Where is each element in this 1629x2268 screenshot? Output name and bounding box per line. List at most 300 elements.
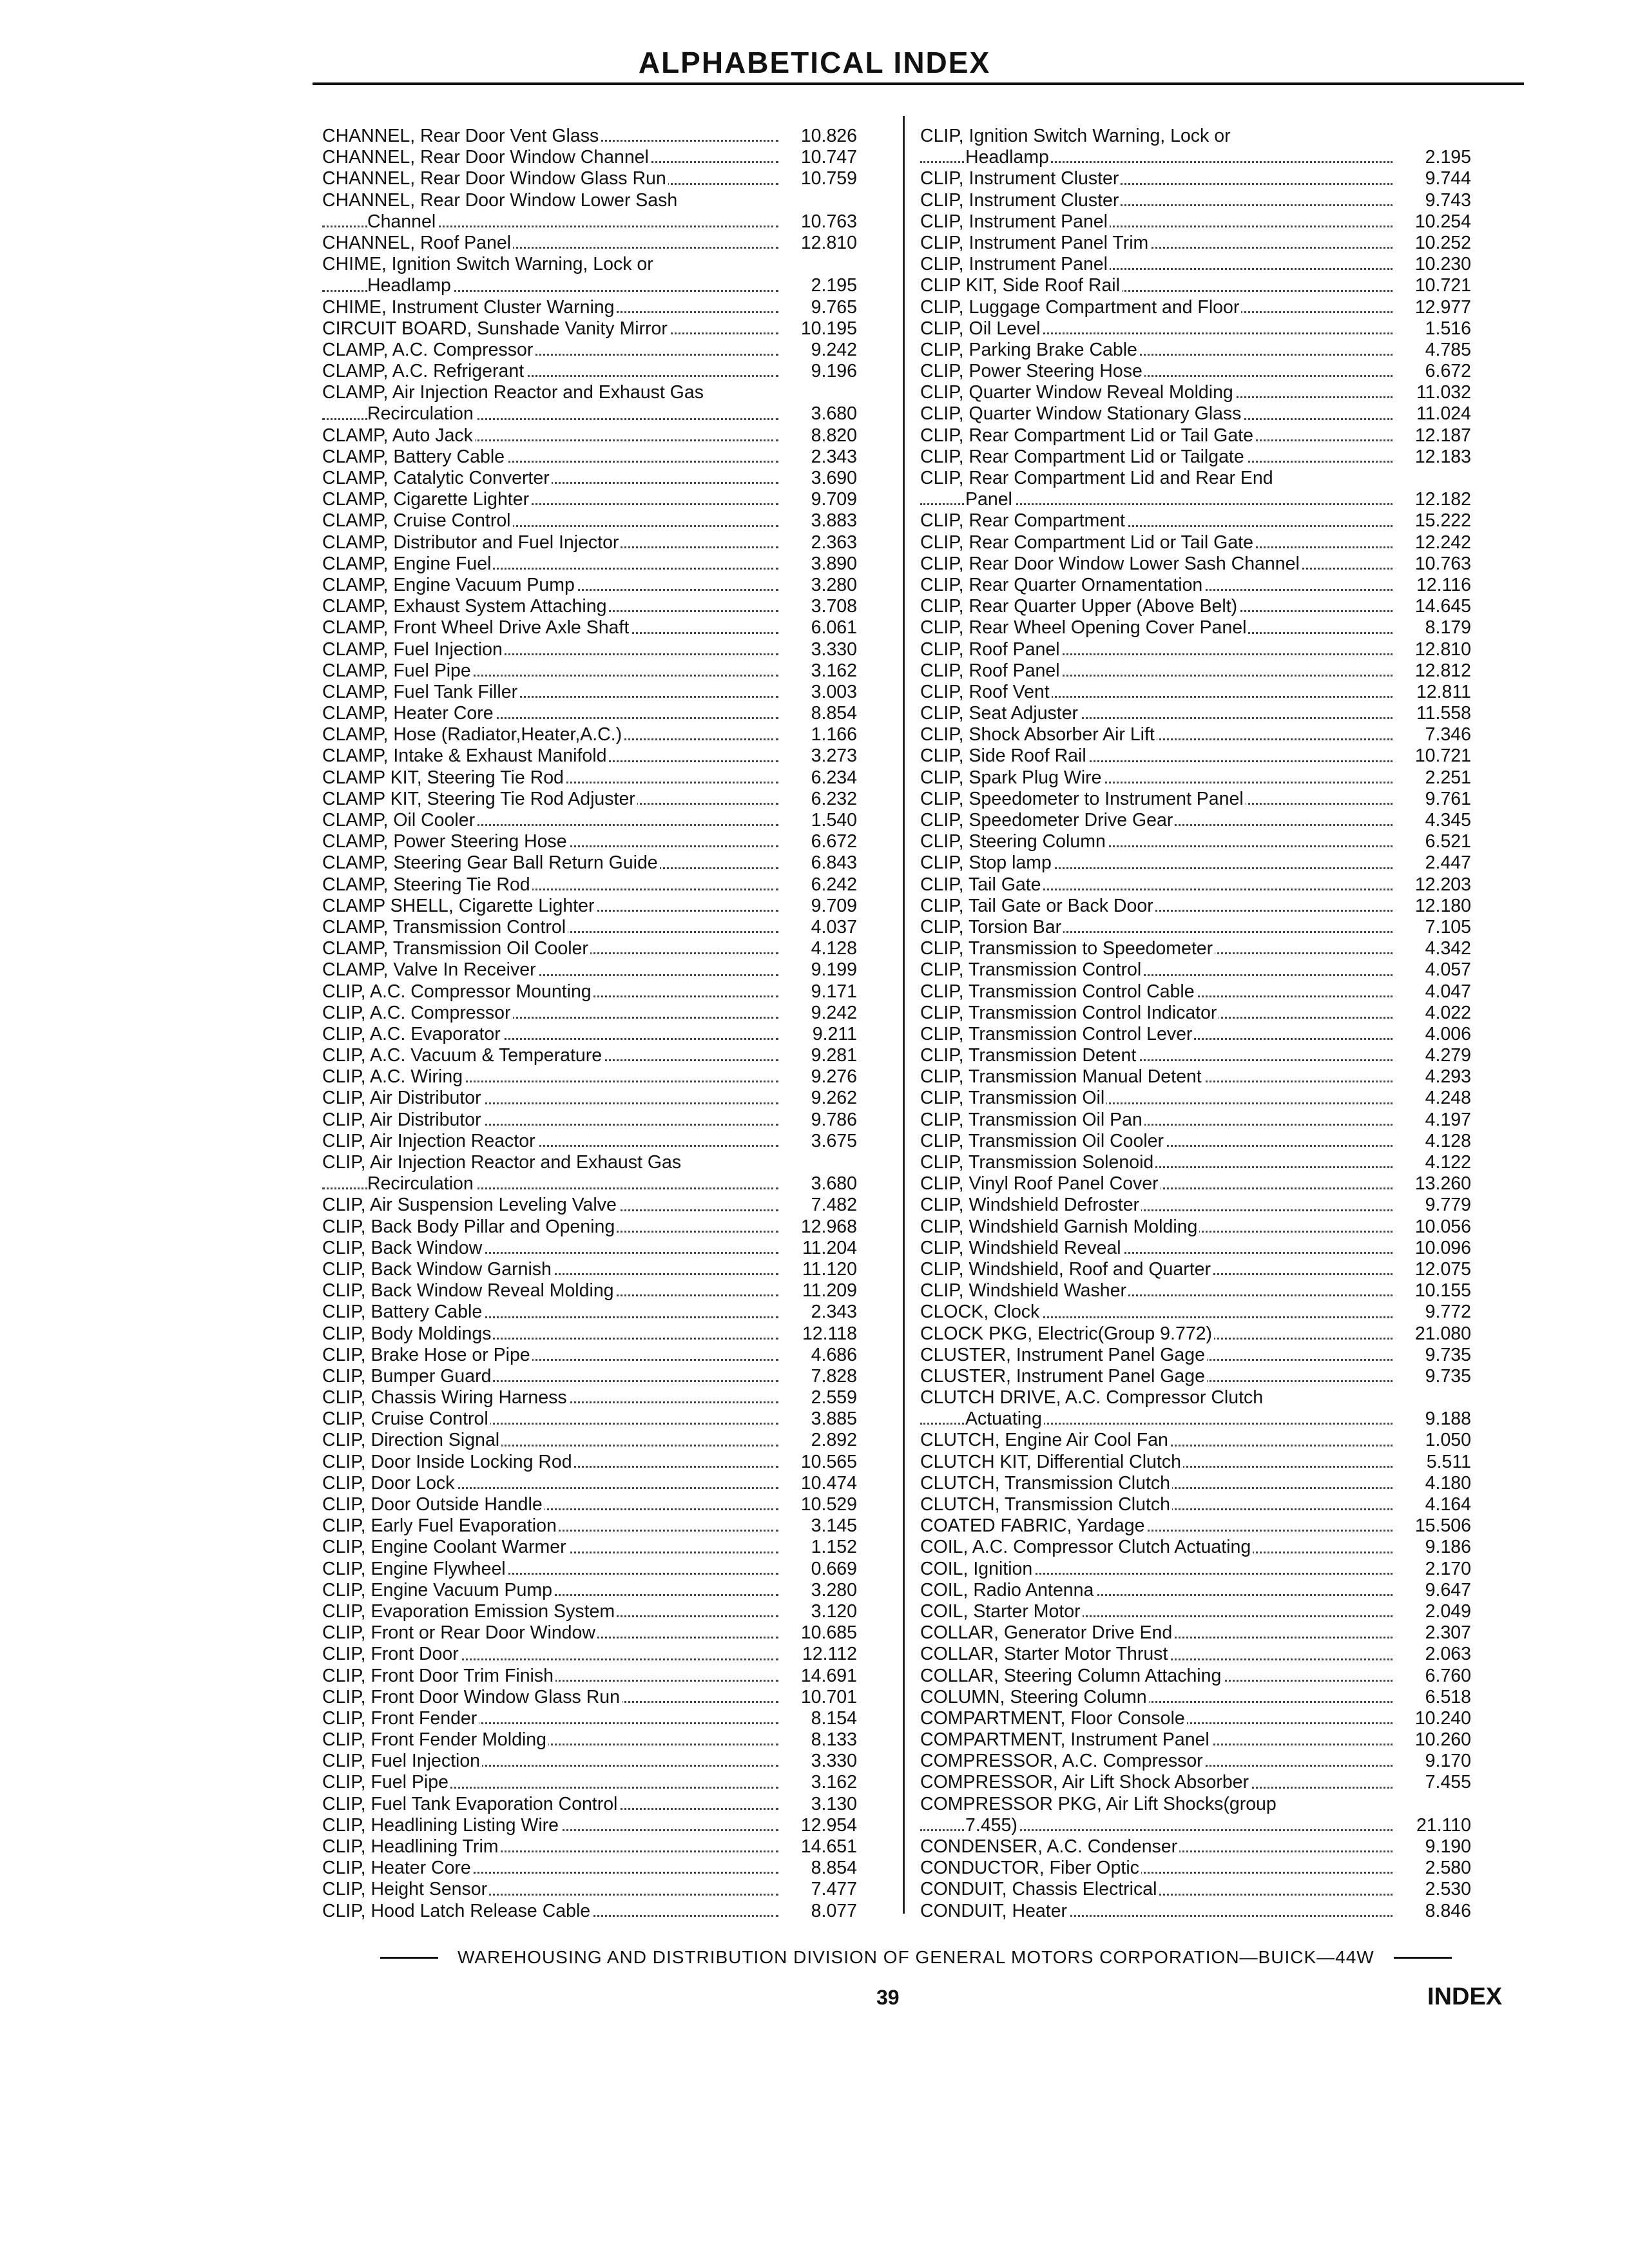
index-entry bbox=[920, 254, 1471, 275]
index-entry-page-ref: 4.022 bbox=[1425, 1002, 1471, 1023]
index-entry bbox=[322, 1729, 857, 1751]
index-entry-name-wrap bbox=[322, 1708, 786, 1729]
index-entry-name: CLIP, Windshield, Roof and Quarter bbox=[920, 1259, 1213, 1280]
index-entry bbox=[920, 1452, 1471, 1473]
index-column-right bbox=[920, 126, 1471, 1922]
index-entry-name: CLAMP, Intake & Exhaust Manifold bbox=[322, 745, 608, 766]
index-entry-name-wrap bbox=[920, 1387, 1400, 1408]
index-entry-name-wrap bbox=[920, 1601, 1400, 1622]
index-entry bbox=[322, 403, 857, 425]
index-entry bbox=[322, 1879, 857, 1900]
index-entry-name: CLAMP SHELL, Cigarette Lighter bbox=[322, 896, 596, 916]
index-entry-page-ref: 9.772 bbox=[1425, 1302, 1471, 1323]
index-entry bbox=[322, 1430, 857, 1451]
index-entry-page-ref: 4.128 bbox=[1425, 1130, 1471, 1151]
index-entry-name: CLIP, Rear Compartment Lid or Tail Gate bbox=[920, 425, 1255, 446]
index-entry bbox=[920, 959, 1471, 981]
index-entry-name-wrap bbox=[920, 211, 1400, 233]
index-entry-name-wrap bbox=[322, 660, 786, 682]
index-entry bbox=[920, 981, 1471, 1003]
index-entry-page-ref: 2.049 bbox=[1425, 1600, 1471, 1622]
index-entry-name: CLAMP, Air Injection Reactor and Exhaust Gas bbox=[322, 382, 706, 403]
index-entry-name-wrap bbox=[322, 639, 786, 660]
index-entry-name: CLIP, Front Door Trim Finish bbox=[322, 1666, 555, 1686]
index-entry bbox=[322, 126, 857, 147]
index-entry-page-ref: 10.252 bbox=[1414, 232, 1471, 253]
index-entry-name-wrap bbox=[920, 660, 1400, 682]
index-entry bbox=[920, 639, 1471, 660]
index-entry-name-wrap bbox=[920, 896, 1400, 917]
index-entry bbox=[920, 211, 1471, 233]
index-entry-name: CLIP, Door Lock bbox=[322, 1473, 456, 1494]
index-entry-page-ref: 8.846 bbox=[1425, 1900, 1471, 1921]
index-entry-page-ref bbox=[1400, 468, 1471, 489]
index-entry bbox=[322, 553, 857, 575]
index-entry bbox=[322, 789, 857, 810]
index-entry bbox=[322, 1195, 857, 1216]
index-entry-name: CIRCUIT BOARD, Sunshade Vanity Mirror bbox=[322, 318, 670, 339]
index-entry-page-ref: 2.195 bbox=[811, 275, 857, 296]
index-entry-name: CLIP, Headlining Trim bbox=[322, 1836, 501, 1857]
index-entry-name: COMPARTMENT, Instrument Panel bbox=[920, 1729, 1211, 1750]
index-entry-name-wrap bbox=[920, 1152, 1400, 1173]
index-entry bbox=[920, 917, 1471, 938]
index-entry-name: CLAMP, Hose (Radiator,Heater,A.C.) bbox=[322, 724, 624, 745]
index-entry-name-wrap bbox=[920, 1622, 1400, 1644]
index-entry-name-wrap bbox=[322, 1879, 786, 1900]
index-entry-page-ref: 6.672 bbox=[811, 831, 857, 852]
index-entry-name-wrap bbox=[322, 1794, 786, 1815]
index-entry-page-ref: 10.240 bbox=[1414, 1707, 1471, 1729]
index-entry bbox=[920, 297, 1471, 318]
index-entry-name-wrap bbox=[920, 1088, 1400, 1109]
index-entry-page-ref: 3.280 bbox=[811, 1579, 857, 1600]
index-entry-name: CLIP, Side Roof Rail bbox=[920, 745, 1088, 766]
index-entry-page-ref: 8.820 bbox=[811, 425, 857, 446]
index-entry-page-ref: 4.037 bbox=[811, 916, 857, 937]
index-entry-name-wrap bbox=[322, 1024, 786, 1045]
index-entry-page-ref: 3.890 bbox=[811, 553, 857, 574]
index-entry-name-wrap bbox=[322, 852, 786, 874]
index-entry bbox=[322, 1452, 857, 1473]
index-entry-page-ref: 4.686 bbox=[811, 1344, 857, 1365]
index-entry-page-ref: 2.580 bbox=[1425, 1858, 1471, 1879]
index-entry-name: CLIP, Evaporation Emission System bbox=[322, 1601, 617, 1622]
index-entry-page-ref: 9.765 bbox=[811, 296, 857, 318]
index-entry bbox=[920, 532, 1471, 553]
index-entry bbox=[920, 896, 1471, 917]
index-entry-name-wrap bbox=[920, 1537, 1400, 1558]
index-entry-name-wrap bbox=[920, 1494, 1400, 1515]
index-entry-name: CLIP, Roof Panel bbox=[920, 660, 1062, 681]
index-entry-name: CHANNEL, Rear Door Window Glass Run bbox=[322, 168, 668, 189]
index-entry-name-wrap bbox=[322, 703, 786, 724]
index-entry bbox=[920, 703, 1471, 724]
index-entry bbox=[322, 275, 857, 296]
index-entry-name-wrap bbox=[322, 874, 786, 896]
index-entry bbox=[322, 1259, 857, 1280]
index-entry-name-wrap bbox=[920, 1580, 1400, 1601]
index-entry-name: CLIP, Torsion Bar bbox=[920, 917, 1063, 937]
index-entry-name-wrap bbox=[322, 340, 786, 361]
index-entry bbox=[920, 1666, 1471, 1687]
index-entry-name: CHANNEL, Rear Door Window Lower Sash bbox=[322, 190, 679, 211]
index-entry-name-wrap bbox=[322, 1473, 786, 1494]
index-entry-page-ref: 12.075 bbox=[1414, 1258, 1471, 1280]
index-entry bbox=[920, 1772, 1471, 1793]
index-entry-name-wrap bbox=[322, 1687, 786, 1708]
index-entry-name: CLIP, Fuel Injection bbox=[322, 1751, 482, 1771]
index-entry-page-ref: 2.343 bbox=[811, 446, 857, 467]
index-entry-name-wrap bbox=[322, 403, 786, 425]
index-entry-page-ref: 2.343 bbox=[811, 1302, 857, 1323]
index-entry bbox=[920, 1131, 1471, 1152]
index-entry-page-ref bbox=[786, 254, 857, 275]
index-entry-name-wrap bbox=[322, 1901, 786, 1922]
index-entry bbox=[920, 745, 1471, 767]
index-entry-name: CHIME, Ignition Switch Warning, Lock or bbox=[322, 254, 655, 274]
index-entry-page-ref: 10.195 bbox=[800, 318, 857, 339]
index-entry-name-wrap bbox=[322, 1131, 786, 1152]
index-entry-name: CLAMP, Exhaust System Attaching bbox=[322, 596, 608, 617]
index-entry bbox=[920, 382, 1471, 403]
index-entry-name: CLIP, Chassis Wiring Harness bbox=[322, 1387, 569, 1408]
index-entry bbox=[322, 190, 857, 211]
index-entry-page-ref: 1.166 bbox=[811, 724, 857, 745]
index-entry-name-wrap bbox=[920, 361, 1400, 382]
index-entry-name-wrap bbox=[920, 767, 1400, 789]
index-entry bbox=[920, 1644, 1471, 1665]
index-entry-name: CLIP, Rear Compartment Lid and Rear End bbox=[920, 468, 1275, 488]
index-entry-page-ref bbox=[786, 190, 857, 211]
index-entry bbox=[322, 1751, 857, 1772]
index-entry-page-ref: 12.183 bbox=[1414, 446, 1471, 467]
index-entry-name: CLIP, Instrument Panel bbox=[920, 211, 1110, 232]
index-entry-name: CLIP, Direction Signal bbox=[322, 1430, 501, 1450]
index-entry-name-wrap bbox=[322, 1601, 786, 1622]
index-entry-page-ref: 10.721 bbox=[1414, 745, 1471, 767]
index-entry-page-ref: 10.254 bbox=[1414, 211, 1471, 232]
index-entry bbox=[920, 1152, 1471, 1173]
index-entry-page-ref: 12.810 bbox=[800, 232, 857, 253]
index-entry-name-wrap bbox=[920, 596, 1400, 617]
index-entry-name-wrap bbox=[322, 1152, 786, 1173]
index-entry-name: CLIP, Roof Vent bbox=[920, 682, 1052, 702]
index-entry-page-ref: 0.669 bbox=[811, 1558, 857, 1579]
index-entry-page-ref bbox=[1400, 1387, 1471, 1408]
footer-dash-left bbox=[380, 1957, 438, 1959]
index-entry-page-ref: 3.330 bbox=[811, 1751, 857, 1772]
index-entry bbox=[322, 1601, 857, 1622]
index-entry-page-ref: 9.211 bbox=[812, 1023, 857, 1044]
index-entry-name-wrap bbox=[920, 489, 1400, 510]
index-entry-page-ref: 11.024 bbox=[1416, 403, 1471, 425]
index-entry bbox=[920, 447, 1471, 468]
index-entry-name: CLIP, Back Window Garnish bbox=[322, 1259, 554, 1280]
index-entry-page-ref bbox=[1400, 126, 1471, 147]
index-entry bbox=[322, 1302, 857, 1323]
index-entry-name-wrap bbox=[920, 1024, 1400, 1045]
index-entry-page-ref: 2.170 bbox=[1425, 1558, 1471, 1579]
index-entry-name-wrap bbox=[322, 1366, 786, 1387]
index-entry-page-ref: 3.280 bbox=[811, 574, 857, 595]
index-entry-page-ref: 8.154 bbox=[811, 1707, 857, 1729]
index-entry-page-ref: 9.188 bbox=[1425, 1408, 1471, 1430]
index-entry-name: CLIP, Engine Flywheel bbox=[322, 1559, 508, 1579]
index-entry-name-wrap bbox=[920, 168, 1400, 189]
index-entry-name: CLIP, Transmission Oil bbox=[920, 1088, 1106, 1108]
index-entry-name-wrap bbox=[322, 1345, 786, 1366]
index-entry-name-wrap bbox=[920, 1173, 1400, 1195]
index-entry-page-ref: 3.273 bbox=[811, 745, 857, 767]
index-entry bbox=[322, 1537, 857, 1558]
index-entry-name-wrap bbox=[920, 1794, 1400, 1815]
index-entry-name-wrap bbox=[920, 724, 1400, 745]
index-entry-name: CLIP, Fuel Pipe bbox=[322, 1772, 450, 1792]
index-entry-name-wrap bbox=[322, 126, 786, 147]
index-entry-page-ref: 21.080 bbox=[1414, 1323, 1471, 1344]
index-entry-page-ref: 7.477 bbox=[811, 1879, 857, 1900]
index-entry-name: CLIP, Rear Compartment bbox=[920, 510, 1127, 531]
index-entry-name-wrap bbox=[322, 896, 786, 917]
page-number: 39 bbox=[876, 1986, 900, 2009]
index-entry bbox=[322, 1666, 857, 1687]
index-entry-name-wrap bbox=[322, 1259, 786, 1280]
index-entry-name: CLIP, Tail Gate or Back Door bbox=[920, 896, 1155, 916]
index-entry-name-wrap bbox=[920, 617, 1400, 639]
index-entry-page-ref: 3.145 bbox=[811, 1515, 857, 1537]
index-entry-name: CONDENSER, A.C. Condenser bbox=[920, 1836, 1179, 1857]
index-entry-name: COLLAR, Generator Drive End bbox=[920, 1622, 1174, 1643]
index-entry bbox=[920, 1387, 1471, 1408]
index-entry-page-ref: 12.968 bbox=[800, 1216, 857, 1237]
index-entry-name-wrap bbox=[920, 703, 1400, 724]
index-entry bbox=[322, 831, 857, 852]
index-entry bbox=[920, 1794, 1471, 1815]
index-entry-name-wrap bbox=[322, 1729, 786, 1751]
index-entry-page-ref: 1.516 bbox=[1425, 318, 1471, 339]
index-entry-name: CLIP, Body Moldings bbox=[322, 1323, 493, 1344]
index-entry-name: CLIP, Air Injection Reactor bbox=[322, 1131, 537, 1151]
index-entry-page-ref: 5.511 bbox=[1426, 1451, 1471, 1472]
index-entry bbox=[322, 1088, 857, 1109]
index-entry-name: 7.455) bbox=[965, 1815, 1019, 1836]
index-entry-name: CLAMP, Cruise Control bbox=[322, 510, 513, 531]
index-entry-name: CLAMP, Transmission Oil Cooler bbox=[322, 938, 590, 959]
index-entry-name-wrap bbox=[322, 767, 786, 789]
index-entry-page-ref: 6.234 bbox=[811, 767, 857, 788]
index-entry-name: CHANNEL, Roof Panel bbox=[322, 233, 513, 253]
index-entry-page-ref bbox=[786, 382, 857, 403]
index-entry bbox=[322, 852, 857, 874]
index-entry-page-ref: 9.735 bbox=[1425, 1365, 1471, 1387]
index-entry-page-ref: 2.530 bbox=[1425, 1879, 1471, 1900]
index-entry bbox=[322, 703, 857, 724]
index-entry-name-wrap bbox=[322, 1066, 786, 1088]
index-entry-name-wrap bbox=[322, 917, 786, 938]
index-entry-name-wrap bbox=[920, 275, 1400, 296]
index-entry bbox=[920, 1751, 1471, 1772]
index-entry-name: CLIP, Roof Panel bbox=[920, 639, 1062, 660]
index-entry bbox=[322, 745, 857, 767]
index-entry bbox=[920, 810, 1471, 831]
index-entry-page-ref: 9.786 bbox=[811, 1109, 857, 1130]
index-entry bbox=[920, 1302, 1471, 1323]
index-entry-name-wrap bbox=[920, 1751, 1400, 1772]
index-entry-name: CLIP, Back Window Reveal Molding bbox=[322, 1280, 616, 1301]
index-entry-name-wrap bbox=[322, 1430, 786, 1451]
index-entry bbox=[920, 489, 1471, 510]
index-entry-page-ref: 12.116 bbox=[1416, 574, 1471, 595]
index-entry-name-wrap bbox=[322, 1387, 786, 1408]
index-entry-name: CLIP, Instrument Panel Trim bbox=[920, 233, 1150, 253]
index-entry-page-ref: 4.342 bbox=[1425, 938, 1471, 959]
index-entry-name-wrap bbox=[322, 575, 786, 596]
index-entry-page-ref: 7.346 bbox=[1425, 724, 1471, 745]
index-entry-name: CLIP, Transmission Oil Pan bbox=[920, 1110, 1144, 1130]
index-entry bbox=[920, 1173, 1471, 1195]
index-entry-name: CLAMP, Fuel Injection bbox=[322, 639, 505, 660]
index-entry-name: CLIP, Stop lamp bbox=[920, 852, 1054, 873]
index-entry-name: CLUTCH, Transmission Clutch bbox=[920, 1473, 1172, 1494]
index-entry bbox=[322, 724, 857, 745]
index-entry-page-ref: 9.170 bbox=[1425, 1751, 1471, 1772]
index-entry bbox=[920, 168, 1471, 189]
index-entry-page-ref: 12.112 bbox=[802, 1644, 857, 1665]
index-entry-name: Panel bbox=[965, 489, 1014, 510]
index-entry-page-ref: 3.690 bbox=[811, 468, 857, 488]
index-entry-name: Headlamp bbox=[965, 147, 1051, 168]
index-entry-name: CLIP, Air Injection Reactor and Exhaust Gas bbox=[322, 1152, 683, 1173]
index-entry bbox=[920, 852, 1471, 874]
index-entry-page-ref: 6.760 bbox=[1425, 1665, 1471, 1686]
index-entry-name-wrap bbox=[322, 1858, 786, 1879]
index-entry-name: CLIP, Heater Core bbox=[322, 1858, 473, 1878]
index-entry-name-wrap bbox=[920, 1901, 1400, 1922]
index-entry-name-wrap bbox=[920, 874, 1400, 896]
index-entry-name: CLIP, Transmission Control bbox=[920, 959, 1143, 980]
index-entry-name-wrap bbox=[920, 1559, 1400, 1580]
index-entry bbox=[322, 810, 857, 831]
index-entry-page-ref: 2.195 bbox=[1425, 147, 1471, 168]
index-entry-name: CLIP, Seat Adjuster bbox=[920, 703, 1080, 724]
index-entry-name: CLUTCH, Engine Air Cool Fan bbox=[920, 1430, 1170, 1450]
index-entry-page-ref: 1.152 bbox=[811, 1537, 857, 1558]
index-entry-name: CLAMP, Front Wheel Drive Axle Shaft bbox=[322, 617, 631, 638]
index-entry bbox=[322, 1280, 857, 1302]
index-entry-page-ref: 10.260 bbox=[1414, 1729, 1471, 1751]
index-entry bbox=[322, 1772, 857, 1793]
index-entry-name: CLIP, Cruise Control bbox=[322, 1408, 490, 1429]
index-column-left bbox=[322, 126, 857, 1922]
footer-dash-right bbox=[1394, 1957, 1452, 1959]
index-entry-page-ref: 14.651 bbox=[800, 1836, 857, 1857]
index-entry-page-ref: 10.759 bbox=[800, 168, 857, 189]
index-entry-name: COLLAR, Steering Column Attaching bbox=[920, 1666, 1223, 1686]
index-entry-name-wrap bbox=[920, 1858, 1400, 1879]
index-entry-name: CLIP, Back Window bbox=[322, 1238, 484, 1258]
index-entry-name: COMPARTMENT, Floor Console bbox=[920, 1708, 1187, 1729]
index-entry bbox=[322, 211, 857, 233]
index-entry-page-ref: 3.130 bbox=[811, 1793, 857, 1814]
index-entry-name: CLIP, Quarter Window Stationary Glass bbox=[920, 403, 1243, 424]
index-entry-name-wrap bbox=[920, 1323, 1400, 1345]
index-entry-name: CLOCK PKG, Electric(Group 9.772) bbox=[920, 1323, 1214, 1344]
index-entry bbox=[322, 1836, 857, 1858]
index-entry-name: CLIP, Spark Plug Wire bbox=[920, 767, 1103, 788]
index-entry-page-ref: 4.785 bbox=[1425, 339, 1471, 360]
index-entry-name: CLIP, Transmission to Speedometer bbox=[920, 938, 1215, 959]
index-entry-name-wrap bbox=[920, 639, 1400, 660]
index-entry-page-ref: 4.164 bbox=[1425, 1494, 1471, 1515]
index-entry-name-wrap bbox=[920, 425, 1400, 447]
index-entry-page-ref: 9.761 bbox=[1425, 788, 1471, 809]
index-entry-name-wrap bbox=[322, 1772, 786, 1793]
index-entry-page-ref: 7.828 bbox=[811, 1365, 857, 1387]
index-entry-name-wrap bbox=[920, 510, 1400, 532]
index-entry-page-ref: 4.128 bbox=[811, 938, 857, 959]
index-entry-page-ref: 10.474 bbox=[800, 1472, 857, 1494]
index-entry bbox=[920, 1280, 1471, 1302]
index-entry-name-wrap bbox=[920, 532, 1400, 553]
index-entry-page-ref: 6.672 bbox=[1425, 361, 1471, 382]
index-entry-name: CLIP, Front Door bbox=[322, 1644, 461, 1664]
index-entry-name-wrap bbox=[920, 1131, 1400, 1152]
index-entry-name-wrap bbox=[322, 190, 786, 211]
index-entry-page-ref: 12.182 bbox=[1414, 489, 1471, 510]
index-entry-name: CONDUCTOR, Fiber Optic bbox=[920, 1858, 1141, 1878]
index-entry-name-wrap bbox=[322, 425, 786, 447]
index-entry-name-wrap bbox=[322, 1195, 786, 1216]
index-entry-page-ref: 4.006 bbox=[1425, 1023, 1471, 1044]
index-entry-page-ref: 9.190 bbox=[1425, 1836, 1471, 1857]
footer-publisher-line bbox=[361, 1947, 1482, 1968]
index-entry-name-wrap bbox=[920, 831, 1400, 852]
index-entry bbox=[920, 1045, 1471, 1066]
index-entry bbox=[322, 1708, 857, 1729]
index-entry-name: CLUTCH DRIVE, A.C. Compressor Clutch bbox=[920, 1387, 1265, 1408]
index-entry bbox=[322, 617, 857, 639]
index-entry-name: CLIP, A.C. Compressor Mounting bbox=[322, 981, 593, 1002]
index-entry-name-wrap bbox=[322, 1280, 786, 1302]
index-entry-page-ref: 10.155 bbox=[1414, 1280, 1471, 1302]
index-entry bbox=[920, 1259, 1471, 1280]
index-entry bbox=[322, 1815, 857, 1836]
index-entry bbox=[322, 1366, 857, 1387]
index-entry-name-wrap bbox=[322, 275, 786, 296]
index-entry bbox=[920, 190, 1471, 211]
index-entry bbox=[322, 297, 857, 318]
index-entry-name: CLIP, Rear Door Window Lower Sash Channel bbox=[920, 553, 1302, 574]
index-entry-name: Actuating bbox=[965, 1408, 1044, 1429]
index-entry bbox=[920, 1110, 1471, 1131]
index-entry-name: Headlamp bbox=[367, 275, 453, 296]
index-entry-name: CLAMP, Engine Vacuum Pump bbox=[322, 575, 577, 595]
index-entry-page-ref: 9.779 bbox=[1425, 1195, 1471, 1216]
index-entry-name: CLIP, Instrument Cluster bbox=[920, 190, 1121, 211]
index-entry-name-wrap bbox=[920, 1238, 1400, 1259]
index-entry bbox=[322, 596, 857, 617]
index-entry-name-wrap bbox=[920, 233, 1400, 254]
index-entry bbox=[920, 1430, 1471, 1451]
index-entry-page-ref: 6.061 bbox=[811, 617, 857, 639]
index-entry-page-ref: 3.708 bbox=[811, 596, 857, 617]
index-entry bbox=[920, 1858, 1471, 1879]
index-entry-page-ref: 1.540 bbox=[811, 810, 857, 831]
index-entry-name: CLIP, A.C. Vacuum & Temperature bbox=[322, 1045, 604, 1066]
index-entry bbox=[920, 1622, 1471, 1644]
index-entry bbox=[322, 767, 857, 789]
